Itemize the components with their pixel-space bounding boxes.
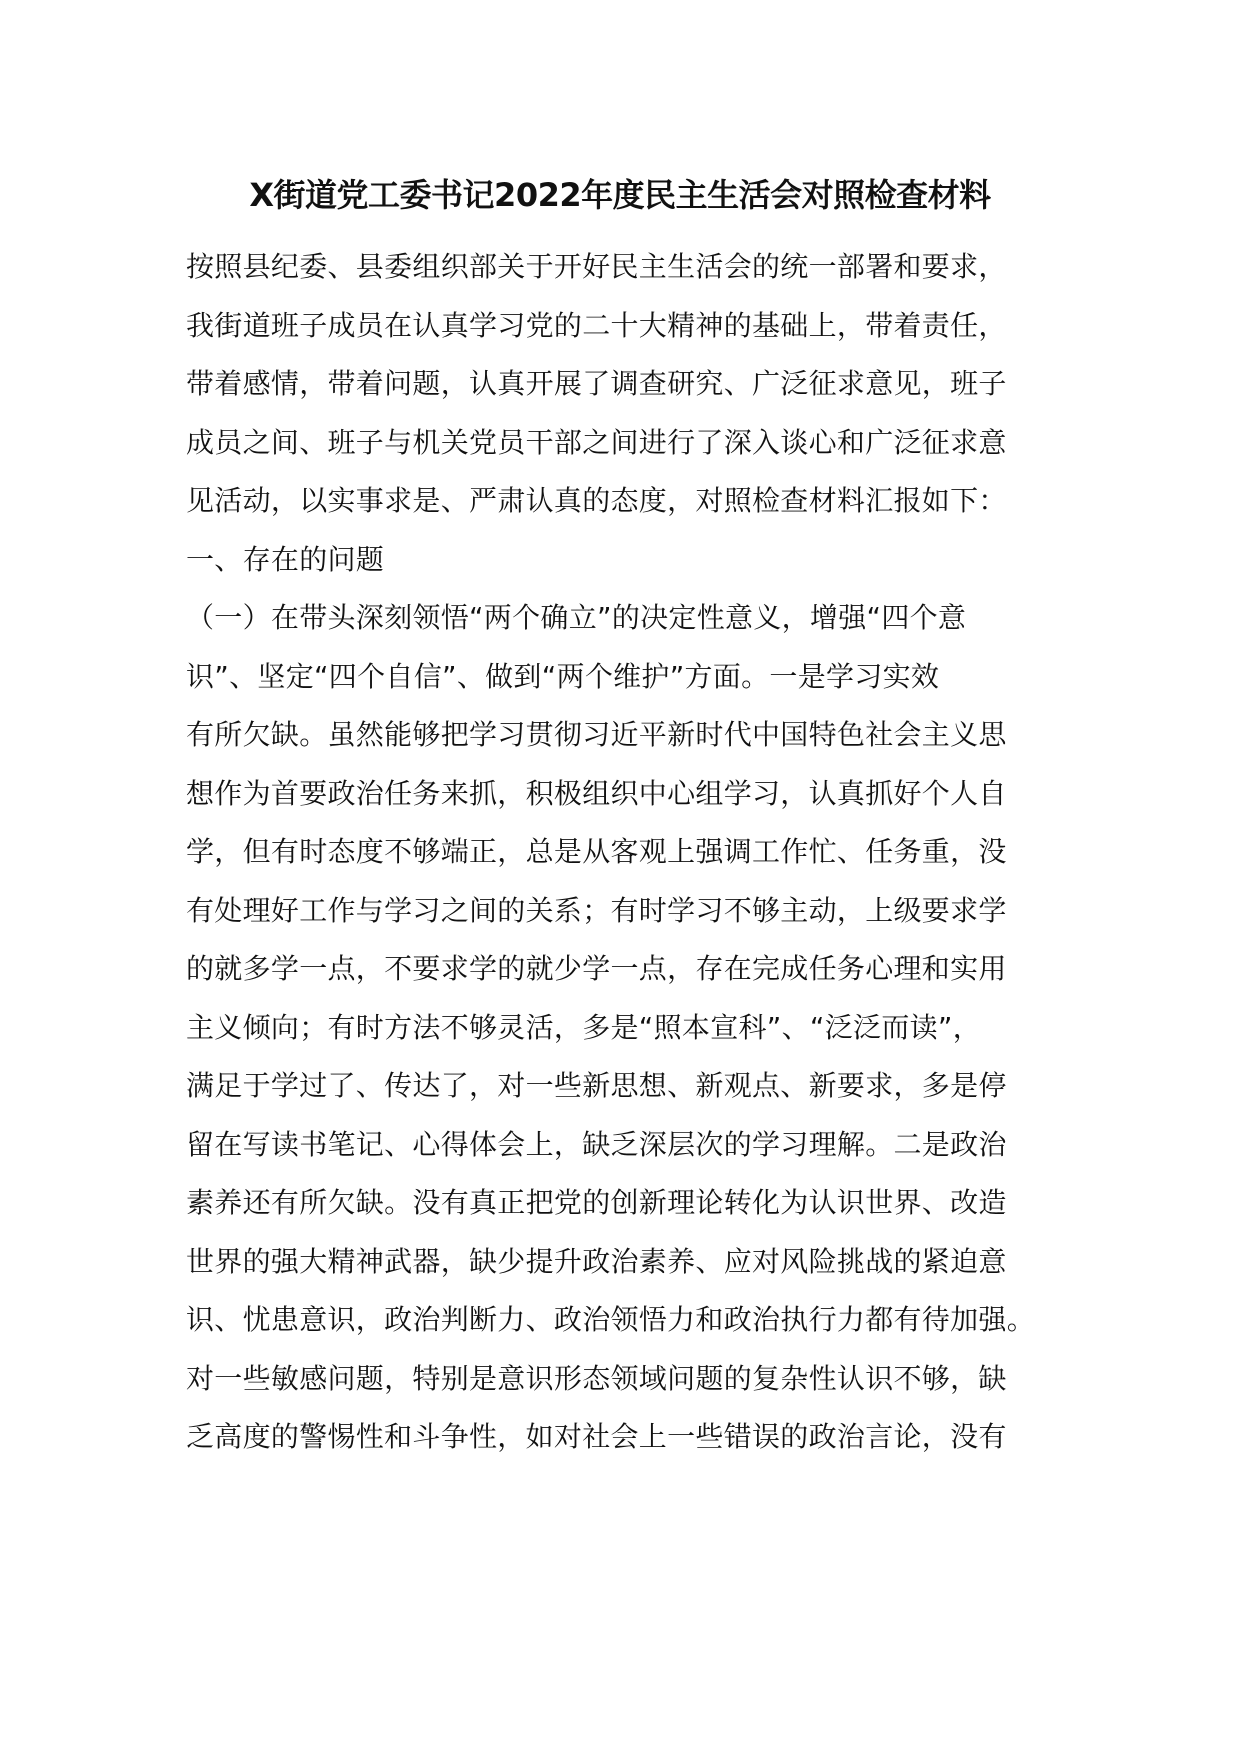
section-heading: 一、存在的问题 <box>186 542 385 576</box>
body-line: 有所欠缺。虽然能够把学习贯彻习近平新时代中国特色社会主义思 <box>186 718 1007 751</box>
body-line: 识”、坚定“四个自信”、做到“两个维护”方面。一是学习实效 <box>186 659 940 693</box>
body-line: 我街道班子成员在认真学习党的二十大精神的基础上，带着责任， <box>186 308 1007 342</box>
body-line: 素养还有所欠缺。没有真正把党的创新理论转化为认识世界、改造 <box>186 1186 1007 1219</box>
body-line: （一）在带头深刻领悟“两个确立”的决定性意义，增强“四个意 <box>186 601 967 634</box>
body-line: 学，但有时态度不够端正，总是从客观上强调工作忙、任务重，没 <box>186 835 1007 868</box>
body-line: 有处理好工作与学习之间的关系；有时学习不够主动，上级要求学 <box>186 893 1007 927</box>
body-line: 的就多学一点，不要求学的就少学一点，存在完成任务心理和实用 <box>186 952 1007 985</box>
body-line: 识、忧患意识，政治判断力、政治领悟力和政治执行力都有待加强。 <box>186 1303 1036 1336</box>
body-line: 世界的强大精神武器，缺少提升政治素养、应对风险挑战的紧迫意 <box>186 1244 1007 1278</box>
body-line: 想作为首要政治任务来抓，积极组织中心组学习，认真抓好个人自 <box>186 776 1007 810</box>
body-line: 带着感情，带着问题，认真开展了调查研究、广泛征求意见，班子 <box>186 367 1007 400</box>
body-line: 满足于学过了、传达了，对一些新思想、新观点、新要求，多是停 <box>186 1069 1007 1102</box>
document-title: X街道党工委书记2022年度民主生活会对照检查材料 <box>249 176 991 214</box>
body-line: 留在写读书笔记、心得体会上，缺乏深层次的学习理解。二是政治 <box>186 1127 1007 1161</box>
body-line: 按照县纪委、县委组织部关于开好民主生活会的统一部署和要求， <box>186 250 1007 283</box>
body-line: 对一些敏感问题，特别是意识形态领域问题的复杂性认识不够，缺 <box>186 1361 1007 1395</box>
document-body <box>186 238 1086 1467</box>
body-line: 乏高度的警惕性和斗争性，如对社会上一些错误的政治言论，没有 <box>186 1420 1007 1453</box>
body-line: 见活动，以实事求是、严肃认真的态度，对照检查材料汇报如下： <box>186 484 1007 517</box>
body-line: 成员之间、班子与机关党员干部之间进行了深入谈心和广泛征求意 <box>186 425 1007 459</box>
body-line: 主义倾向；有时方法不够灵活，多是“照本宣科”、“泛泛而读”， <box>186 1010 982 1044</box>
